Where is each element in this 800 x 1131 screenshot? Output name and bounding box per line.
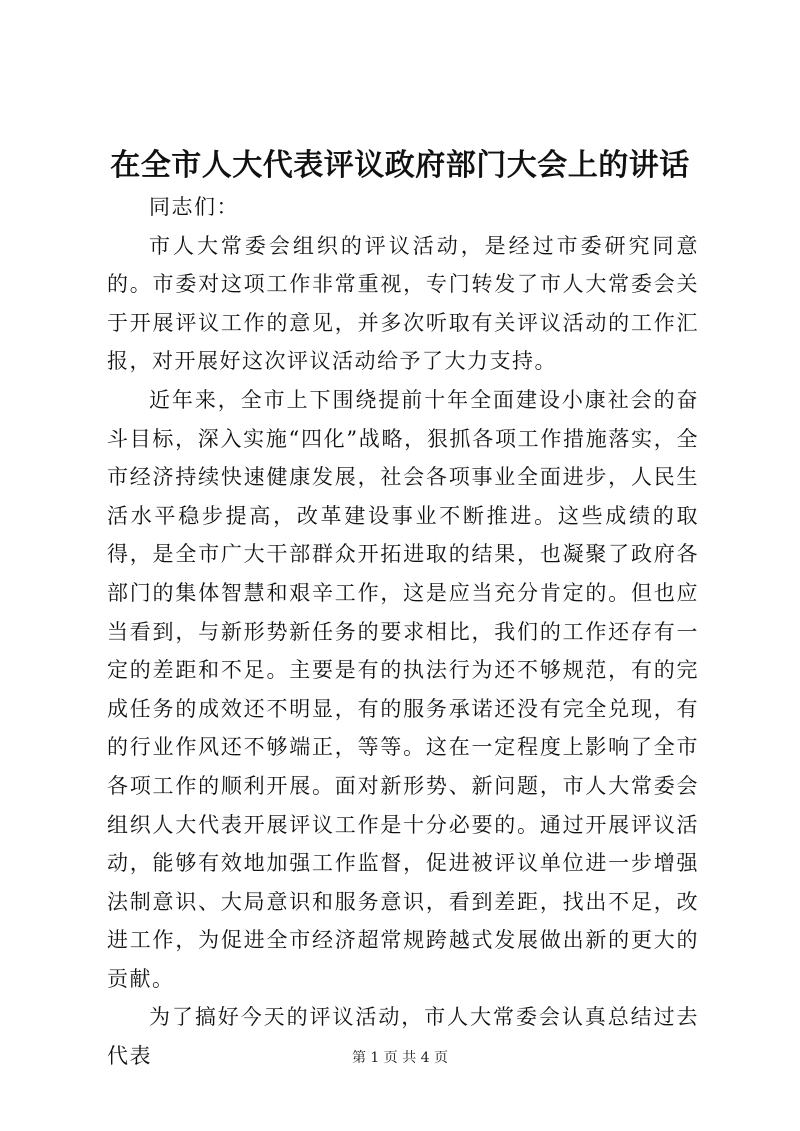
page-footer: 第 1 页 共 4 页 [351, 1050, 449, 1066]
document-body [107, 188, 699, 1076]
paragraph-1: 市人大常委会组织的评议活动，是经过市委研究同意的。市委对这项工作非常重视，专门转发了市人大常委会关于开展评议工作的意见，并多次听取有关评议活动的工作汇报，对开展好这次评议活动给予了大力支持。 [107, 233, 699, 374]
paragraph-2: 近年来，全市上下围绕提前十年全面建设小康社会的奋斗目标，深入实施“四化”战略，狠抓各项工作措施落实，全市经济持续快速健康发展，社会各项事业全面进步，人民生活水平稳步提高，改革建设事业不断推进。这些成绩的取得，是全市广大干部群众开拓进取的结果，也凝聚了政府各部门的集体智慧和艰辛工作，这是应当充分肯定的。但也应当看到，与新形势新任务的要求相比，我们的工作还存有一定的差距和不足。主要是有的执法行为还不够规范，有的完成任务的成效还不明显，有的服务承诺还没有完全兑现，有的行业作风还不够端正，等等。这在一定程度上影响了全市各项工作的顺利开展。面对新形势、新问题，市人大常委会组织人大代表开展评议工作是十分必要的。通过开展评议活动，能够有效地加强工作监督，促进被评议单位进一步增强法制意识、大局意识和服务意识，看到差距，找出不足，改进工作，为促进全市经济超常规跨越式发展做出新的更大的贡献。 [107, 387, 699, 991]
document-title: 在全市人大代表评议政府部门大会上的讲话 [110, 148, 690, 183]
paragraph-3: 为了搞好今天的评议活动，市人大常委会认真总结过去代表 [107, 1005, 699, 1069]
salutation: 同志们： [149, 195, 239, 219]
